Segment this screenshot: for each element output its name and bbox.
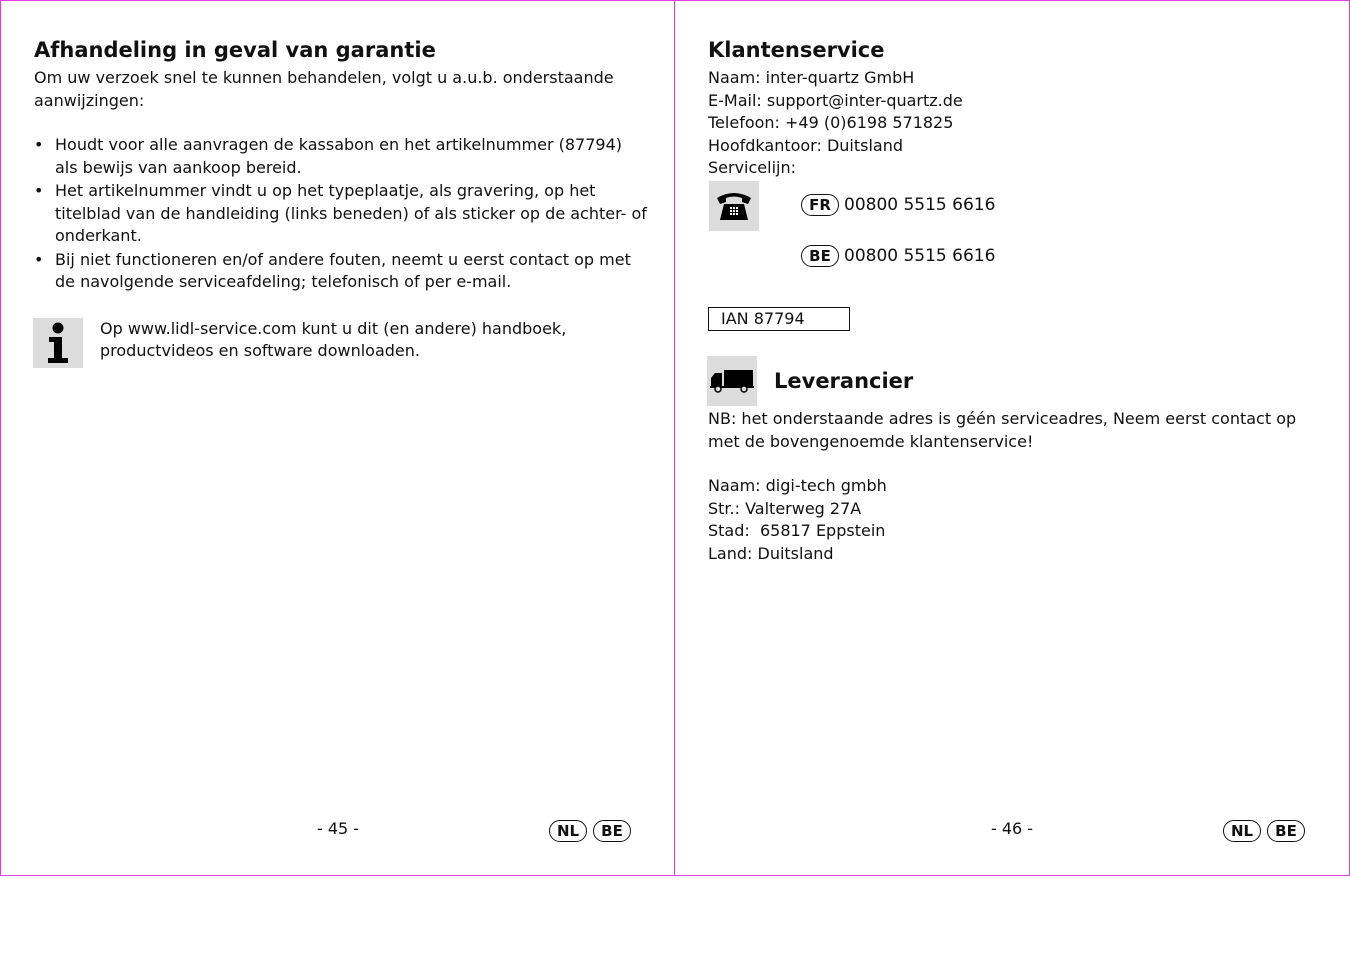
service-number: 00800 5515 6616	[844, 195, 996, 215]
supplier-section	[708, 408, 1328, 565]
language-badge-nl: NL	[1223, 820, 1261, 842]
bullet-item: • Het artikelnummer vindt u op het typeplaatje, als gravering, op het titelblad van de handleiding (links beneden) of als sticker op de achter- of onderkant.	[34, 180, 649, 248]
service-line-fr	[801, 194, 995, 216]
contact-name: Naam: inter-quartz GmbH	[708, 68, 915, 87]
info-text: Op www.lidl-service.com kunt u dit (en andere) handboek, productvideos en software downloaden.	[100, 318, 567, 360]
language-badge-be: BE	[1267, 820, 1305, 842]
supplier-title: Leverancier	[774, 369, 914, 393]
contact-email: E-Mail: support@inter-quartz.de	[708, 90, 963, 110]
contact-phone: Telefoon: +49 (0)6198 571825	[708, 113, 954, 132]
language-badges	[549, 820, 631, 842]
address-line: Naam: digi-tech gmbh	[708, 476, 887, 495]
customer-service-title: Klantenservice	[708, 38, 885, 62]
page-number: - 45 -	[317, 819, 360, 838]
bullet-item: • Bij niet functioneren en/of andere fouten, neemt u eerst contact op met de navolgende serviceafdeling; telefonisch of per e-mail.	[34, 249, 649, 294]
service-label: Servicelijn:	[708, 158, 796, 177]
page-number: - 46 -	[991, 819, 1034, 838]
address-line: Land: Duitsland	[708, 543, 834, 563]
address-line: Str.: Valterweg 27A	[708, 498, 862, 518]
truck-icon	[707, 356, 757, 406]
telephone-icon	[709, 181, 759, 231]
language-badge-nl: NL	[549, 820, 587, 842]
supplier-header	[707, 356, 913, 406]
service-number: 00800 5515 6616	[844, 246, 996, 266]
country-badge-fr: FR	[801, 194, 839, 216]
bullet-item: • Houdt voor alle aanvragen de kassabon en het artikelnummer (87794) als bewijs van aankoop bereid.	[34, 134, 649, 179]
warranty-bullet-list	[34, 134, 649, 294]
service-line-be	[801, 245, 995, 267]
page-right	[674, 0, 1350, 876]
info-icon	[33, 318, 83, 368]
contact-office: Hoofdkantoor: Duitsland	[708, 135, 904, 155]
customer-service-section	[708, 37, 1328, 180]
warranty-section	[34, 37, 649, 368]
country-badge-be: BE	[801, 245, 839, 267]
warranty-intro: Om uw verzoek snel te kunnen behandelen, volgt u a.u.b. onderstaande aanwijzingen:	[34, 68, 614, 110]
page-left	[0, 0, 675, 876]
info-row	[34, 318, 649, 368]
language-badges	[1223, 820, 1305, 842]
supplier-note: NB: het onderstaande adres is géén serviceadres, Neem eerst contact op met de bovengenoemde klantenservice!	[708, 409, 1297, 451]
supplier-address	[708, 475, 1328, 565]
language-badge-be: BE	[593, 820, 631, 842]
address-line: Stad: 65817 Eppstein	[708, 521, 886, 540]
warranty-title: Afhandeling in geval van garantie	[34, 38, 436, 62]
ian-box: IAN 87794	[708, 307, 850, 331]
